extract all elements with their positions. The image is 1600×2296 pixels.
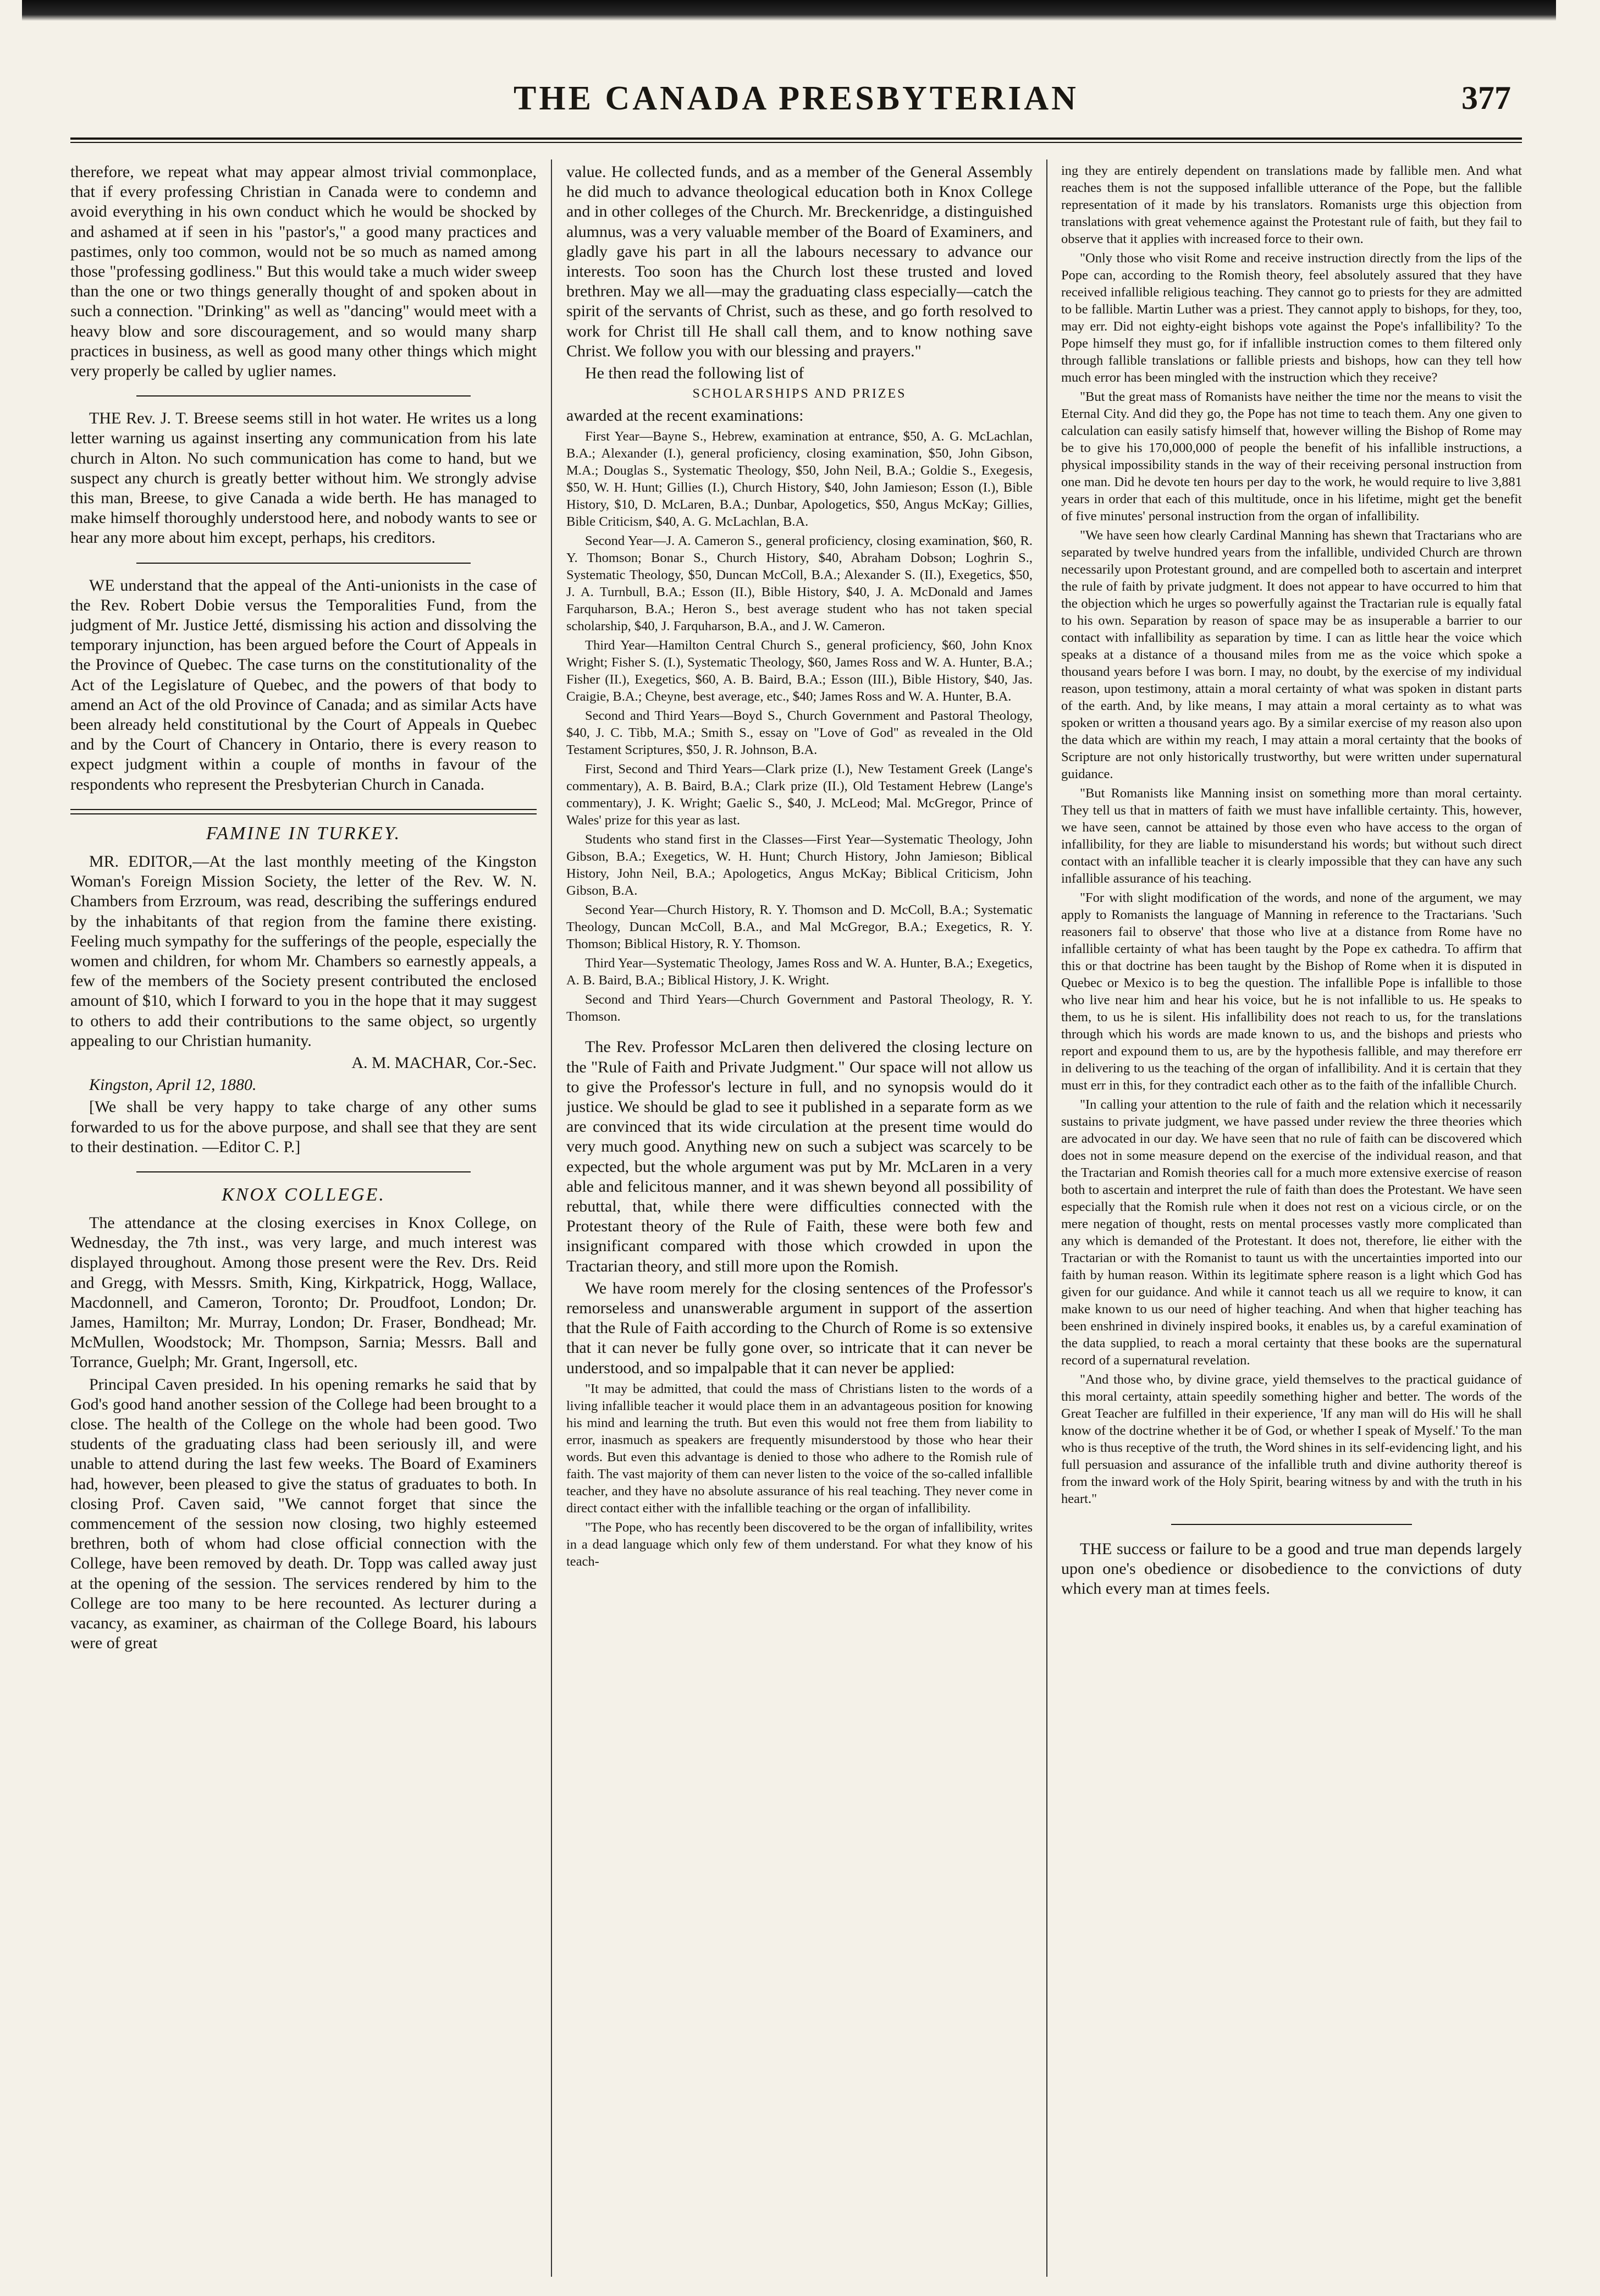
- section-divider: [136, 563, 471, 564]
- first-in-class-second-third-years: Second and Third Years—Church Government and Pastoral Theology, R. Y. Thomson.: [566, 992, 1033, 1025]
- lecture-quote-3: "Only those who visit Rome and receive instruction directly from the lips of the Pope can, according to the Romish theory, feel absolutely assured that they have received infallible religious teaching. They cannot go to priests for they are admitted to be fallible. Martin Luther was a priest. They cannot apply to bishops, for they, too, may err. Did not eighty-eight bishops vote against the Pope's infallibility? To the Pope himself they must go, for if infallible instruction comes to them filtered only through fallible translations or fallible priests and bishops, how can they tell how much error has been mingled with the instruction which they receive?: [1061, 251, 1522, 385]
- editor-note: [We shall be very happy to take charge of any other sums forwarded to us for the above purpose, and shall see that they are sent to their destination. —Editor C. P.]: [70, 1098, 537, 1156]
- lecture-quote-7: "For with slight modification of the words, and none of the argument, we may apply to Romanists the language of Manning in reference to the Tractarians. 'Such reasoners fail to observe' that those who live at a distance from Rome have no infallible certainty of what has been taught by the Pope ex cathedra. To affirm that this or that doctrine has been taught by the Bishop of Rome when it is disputed in Quebec or Mexico is to beg the question. The infallible Pope is infallible to those who live near him and hear his voice, but he is not infallible to us. He speaks to them, to us he is silent. His infallibility does not reach to us, for the translations through which his words are made known to us, and the bishops and priests who report and expound them to us, are by the hypothesis fallible, and may therefore err in delivering to us the teaching of the organ of infallibility. And it is certain that they must err in this, for they contradict each other as to the faith of the infallible Church.: [1061, 890, 1522, 1093]
- scholarship-third-year: Third Year—Hamilton Central Church S., general proficiency, $60, John Knox Wright; Fisher S. (I.), Systematic Theology, $60, James Ross and W. A. Hunter, B.A.; Fisher (II.), Exegetics, $60, A. B. Baird, B.A.; Esson (III.), Bible History, $40, Jas. Craigie, B.A.; Cheyne, best average, etc., $40; James Ross and W. A. Hunter, B.A.: [566, 638, 1033, 704]
- first-in-class-third-year: Third Year—Systematic Theology, James Ross and W. A. Hunter, B.A.; Exegetics, A. B. Baird, B.A.; Biblical History, J. K. Wright.: [566, 956, 1033, 988]
- first-in-class-second-year: Second Year—Church History, R. Y. Thomson and D. McColl, B.A.; Systematic Theology, Duncan McColl, B.A., and Mal McGregor, B.A.; Exegetics, R. Y. Thomson; Biblical History, R. Y. Thomson.: [566, 902, 1033, 952]
- lecture-quote-6: "But Romanists like Manning insist on something more than moral certainty. They tell us that in matters of faith we must have infallible certainty. This, however, we have seen, cannot be attained by those even who have access to the organ of infallibility, for they are liable to misunderstand his words; but without such direct contact with an infallible teacher it is clearly impossible that they can have any such infallible assurance of his teaching.: [1061, 786, 1522, 886]
- famine-letter: MR. EDITOR,—At the last monthly meeting of the Kingston Woman's Foreign Mission Society, the letter of the Rev. W. N. Chambers from Erzroum, was read, describing the sufferings endured by the inhabitants of that region from the famine there existing. Feeling much sympathy for the sufferings of the people, especially the women and children, for whom Mr. Chambers so earnestly appeals, a few of the members of the Society present contributed the enclosed amount of $10, which I forward to you in the hope that it may suggest to others to add their contributions to the same object, so urgently appealing to our Christian humanity.: [70, 852, 537, 1050]
- masthead-rule-thin: [70, 142, 1522, 143]
- prize-all-years: First, Second and Third Years—Clark prize (I.), New Testament Greek (Lange's commentary), A. B. Baird, B.A.; Clark prize (II.), Old Testament Hebrew (Lange's commentary), J. K. Wright; Gaelic S., $40, J. McLeod; Mal. McGregor, Prince of Wales' prize for this year as last.: [566, 762, 1033, 828]
- page-top-edge: [22, 0, 1556, 21]
- page-number: 377: [1461, 80, 1511, 116]
- breese-paragraph: THE Rev. J. T. Breese seems still in hot water. He writes us a long letter warning us against inserting any communication from his late church in Alton. No such communication has come to hand, but we suspect any church is greatly better without him. We strongly advise this man, Breese, to give Canada a wide berth. He has managed to make himself thoroughly understood here, and nobody wants to see or hear any more about him except, perhaps, his creditors.: [70, 409, 537, 547]
- column-rule-1: [551, 159, 552, 2277]
- column-rule-2: [1046, 159, 1047, 2277]
- famine-dateline: Kingston, April 12, 1880.: [89, 1076, 257, 1094]
- scholarship-first-year: First Year—Bayne S., Hebrew, examination at entrance, $50, A. G. McLachlan, B.A.; Alexander (I.), general proficiency, closing examination, $50, John Gibson, M.A.; Douglas S., Systematic Theology, $50, John Neil, B.A.; Goldie S., Exegesis, $50, W. H. Hunt; Gillies (I.), Church History, $40, John Jamieson; Esson (I.), Bible History, $10, D. McLaren, B.A.; Dunbar, Apologetics, $50, Angus McKay; Gillies, Bible Criticism, $40, A. G. McLachlan, B.A.: [566, 429, 1033, 530]
- section-divider: [136, 1171, 471, 1172]
- masthead: [70, 71, 1522, 126]
- awarded-line: awarded at the recent examinations:: [566, 406, 804, 425]
- column-3: [1061, 162, 1522, 2274]
- closing-paragraph: THE success or failure to be a good and true man depends largely upon one's obedience or disobedience to the convictions of duty which every man at times feels.: [1061, 1540, 1522, 1598]
- scholarship-second-third-years: Second and Third Years—Boyd S., Church Government and Pastoral Theology, $40, J. C. Tibb, M.A.; Smith S., essay on "Love of God" as revealed in the Old Testament Scriptures, $50, J. R. Johnson, B.A.: [566, 708, 1033, 758]
- newspaper-title: THE CANADA PRESBYTERIAN: [514, 80, 1079, 117]
- masthead-rule: [70, 137, 1522, 140]
- scholarship-second-year: Second Year—J. A. Cameron S., general proficiency, closing examination, $60, R. Y. Thomson; Bonar S., Church History, $40, Abraham Dobson; Loghrin S., Systematic Theology, $50, Duncan McColl, B.A.; Alexander S. (II.), Exegetics, $50, J. A. Turnbull, B.A.; Esson (II.), Bible History, $40, J. A. McDonald and James Farquharson, B.A.; Heron S., best average student who has not taken special scholarship, $40, J. Farquharson, B.A., and J. W. Cameron.: [566, 533, 1033, 634]
- knox-attendance-paragraph: The attendance at the closing exercises in Knox College, on Wednesday, the 7th inst., was very large, and much interest was displayed throughout. Among those present were the Rev. Drs. Reid and Gregg, with Messrs. Smith, King, Kirkpatrick, Hogg, Wallace, Macdonnell, and Cameron, Toronto; Dr. Proudfoot, London; Dr. James, Hamilton; Mr. Murray, London; Dr. Fraser, Bondhead; Mr. McMullen, Woodstock; Mr. Thompson, Sarnia; Messrs. Ball and Torrance, Guelph; Mr. Grant, Ingersoll, etc.: [70, 1213, 537, 1372]
- section-divider: [1171, 1524, 1412, 1525]
- column-1: [70, 162, 537, 2274]
- article-continuation: therefore, we repeat what may appear almost trivial commonplace, that if every professing Christian in Canada were to condemn and avoid everything in his own conduct which he would be shocked by and ashamed at if seen in his "pastor's," a good many practices and pastimes, only too common, would not be so much as named among those "professing godliness." But this would take a much wider sweep than the one or two things generally thought of and spoken about in such a connection. "Drinking" as well as "dancing" would meet with a heavy blow and sore discouragement, and so would many sharp practices in business, as well as good many other things which might very properly be called by uglier names.: [70, 163, 537, 381]
- lecture-quote-8: "In calling your attention to the rule of faith and the relation which it necessarily sustains to private judgment, we have passed under review the three theories which are advocated in our day. We have seen that no rule of faith can be discovered which does not in some measure depend on the exercise of the individual reason, and that the Tractarian and Romish theories call for a much more extensive exercise of reason both to ascertain and interpret the rule of faith than does the Protestant. We have seen especially that the Romish rule when it does not rest on a vicious circle, or on the mere negation of thought, rests on mental processes vastly more complicated than any which is demanded of the Protestant. It does not, therefore, lie either with the Tractarian or with the Romanist to taunt us with the uncertainties imported into our faith by human reason. Within its legitimate sphere reason is a light which God has given for our guidance. And while it cannot teach us all we require to know, it can make known to us our need of higher teaching. And when that higher teaching has been enshrined in divinely inspired books, it enables us, by a careful examination of the data supplied, to reach a moral certainty that these books are the supernatural record of a supernatural revelation.: [1061, 1097, 1522, 1368]
- lecture-quote-2: "The Pope, who has recently been discovered to be the organ of infallibility, writes in a dead language which only few of them understand. For what they know of his teach-: [566, 1519, 1033, 1569]
- knox-continuation: value. He collected funds, and as a member of the General Assembly he did much to advance theological education both in Knox College and in other colleges of the Church. Mr. Breckenridge, a distinguished alumnus, was a very valuable member of the Board of Examiners, and gladly gave his part in all the labours necessary to advance our interests. Too soon has the Church lost these trusted and loved brethren. May we all—may the graduating class especially—catch the spirit of the servants of Christ, such as these, and go forth resolved to work for Christ till He shall call them, and to know nothing save Christ. We follow you with our blessing and prayers.": [566, 163, 1033, 360]
- mclaren-lecture-paragraph: The Rev. Professor McLaren then delivered the closing lecture on the "Rule of Faith and Private Judgment." Our space will not allow us to give the Professor's lecture in full, and no synopsis would do it justice. We should be glad to see it published in a separate form as we are convinced that its wide circulation at the present time would do very much good. Anything new on such a subject was scarcely to be expected, but the whole argument was put by Mr. McLaren in a very able and felicitous manner, and it was shewn beyond all possibility of rebuttal, that, while there were difficulties connected with the Protestant theory of the Rule of Faith, these were both few and insignificant compared with those which crowded in upon the Tractarian theory, and still more upon the Romish.: [566, 1038, 1033, 1275]
- first-in-class-first-year: Students who stand first in the Classes—First Year—Systematic Theology, John Gibson, B.A.; Exegetics, W. H. Hunt; Church History, John Jamieson; Biblical History, John Neil, B.A.; Apologetics, Angus McKay; Biblical Criticism, John Gibson, B.A.: [566, 832, 1033, 899]
- closing-sentences-intro: We have room merely for the closing sentences of the Professor's remorseless and unanswerable argument in support of the assertion that the Rule of Faith according to the Church of Rome is so extensive that it can never be fully gone over, so intricate that it can never be understood, and so impalpable that it can never be applied:: [566, 1279, 1033, 1377]
- section-divider: [136, 395, 471, 397]
- lecture-quote-4: "But the great mass of Romanists have neither the time nor the means to visit the Eternal City. And did they go, the Pope has not time to teach them. Any one given to calculation can easily satisfy himself that, however willing the Bishop of Rome may be to give his 170,000,000 of people the benefit of his infallible instructions, a physical impossibility stands in the way of their receiving personal instruction from one man. Did he devote ten hours per day to the work, he would require to live 3,881 years in order that each of this multitude, once in his lifetime, might get the benefit of five minutes' personal instruction from the organ of infallibility.: [1061, 389, 1522, 524]
- lecture-quote-5: "We have seen how clearly Cardinal Manning has shewn that Tractarians who are separated by twelve hundred years from the infallible, undivided Church are thrown necessarily upon Protestant ground, and are compelled both to ascertain and interpret the rule of faith by private judgment. It does not appear to have occurred to him that the objection which he urges so powerfully against the Tractarian rule is equally fatal to his own. Separation by reason of space may be as insuperable a barrier to our contact with infallibility as separation by time. I can as little hear the voice which speaks at a distance of a thousand miles from me as the voice which spoke a thousand years before I was born. I may, no doubt, by the exercise of my individual reason, upon testimony, attain a moral certainty of what was spoken in distant parts of the earth. And, by like means, I may attain a moral certainty as to what was spoken or written a thousand years ago. By a similar exercise of my reason also upon the data which are within my reach, I may attain a moral certainty that the books of Scripture are not only historically trustworthy, but were written under supernatural guidance.: [1061, 528, 1522, 781]
- knox-caven-paragraph: Principal Caven presided. In his opening remarks he said that by God's good hand another session of the College had been brought to a close. The health of the College on the whole had been good. Two students of the graduating class had been seriously ill, and were unable to attend during the last few weeks. The Board of Examiners had, however, been pleased to give the status of graduates to both. In closing Prof. Caven said, "We cannot forget that since the commencement of the session now closing, two highly esteemed brethren, both of whom had close official connection with the College, have been removed by death. Dr. Topp was called away just at the opening of the session. The services rendered by him to the College are too many to be here recounted. As lecturer during a vacancy, as examiner, as chairman of the College Board, his labours were of great: [70, 1375, 537, 1653]
- column-2: [566, 162, 1033, 2274]
- knox-college-heading: KNOX COLLEGE.: [222, 1184, 385, 1205]
- lecture-quote-1: "It may be admitted, that could the mass of Christians listen to the words of a living infallible teacher it would place them in an advantageous position for knowing his mind and learning the truth. But even this would not free them from liability to error, inasmuch as speakers are frequently misunderstood by those who hear their words. But even this advantage is denied to those who adhere to the Romish rule of faith. The vast majority of them can never listen to the voice of the so-called infallible teacher, and they have no absolute assurance of his real teaching. They never come in direct contact either with the infallible teaching or the organ of infallibility.: [566, 1381, 1033, 1516]
- famine-heading: FAMINE IN TURKEY.: [206, 823, 401, 844]
- lecture-quote-9: "And those who, by divine grace, yield themselves to the practical guidance of this moral certainty, attain speedily something higher and better. The words of the Great Teacher are fulfilled in their experience, 'If any man will do His will he shall know of the doctrine whether it be of God, or whether I speak of Myself.' To the man who is thus receptive of the truth, the Word shines in its self-evidencing light, and his full persuasion and assurance of the infallible truth and divine authority thereof is from the inward work of the Holy Spirit, bearing witness by and with the truth in his heart.": [1061, 1372, 1522, 1506]
- list-intro: He then read the following list of: [585, 364, 804, 383]
- anti-unionists-paragraph: WE understand that the appeal of the Anti-unionists in the case of the Rev. Robert Dobie versus the Temporalities Fund, from the judgment of Mr. Justice Jetté, dismissing his action and dissolving the temporary injunction, has been argued before the Court of Appeals in the Province of Quebec. The case turns on the constitutionality of the Act of the Legislature of Quebec, and the powers of that body to amend an Act of the old Province of Canada; and as similar Acts have been already held constitutional by the Court of Appeals in Quebec and by the Court of Chancery in Ontario, there is every reason to expect judgment within a couple of months in favour of the respondents who represent the Presbyterian Church in Canada.: [70, 576, 537, 794]
- scholarships-heading: SCHOLARSHIPS AND PRIZES: [692, 387, 907, 401]
- double-rule: [70, 809, 537, 814]
- famine-signature: A. M. MACHAR, Cor.-Sec.: [351, 1053, 537, 1072]
- lecture-quote-continuation: ing they are entirely dependent on translations made by fallible men. And what reaches them is not the supposed infallible utterance of the Pope, but the fallible representation of it made by his translators. Romanists urge this objection from translations with great vehemence against the Protestant rule of faith, but they fail to observe that it applies with increased force to their own.: [1061, 163, 1522, 246]
